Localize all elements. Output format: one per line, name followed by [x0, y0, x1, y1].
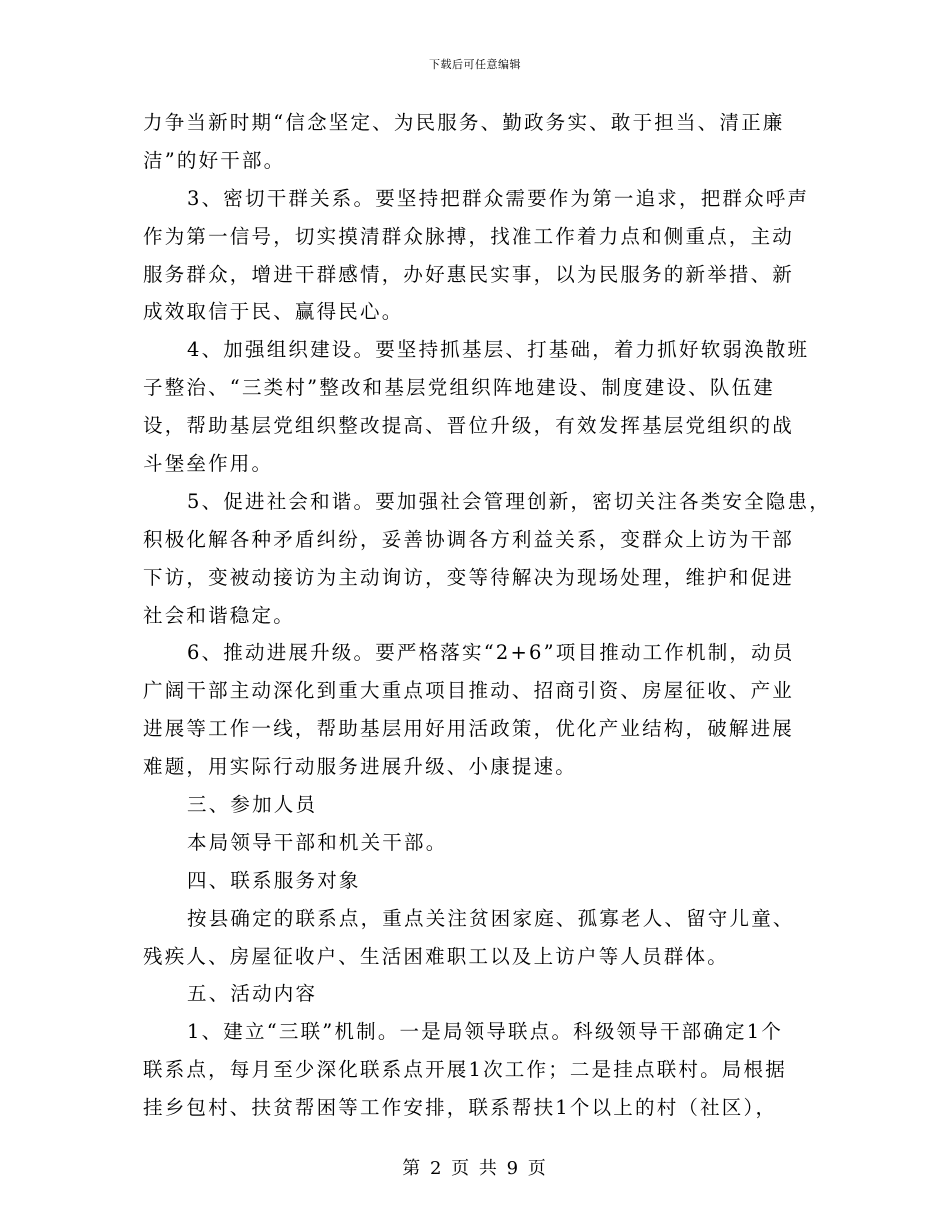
body-line: 进展等工作一线，帮助基层用好用活政策，优化产业结构，破解进展	[143, 717, 795, 741]
body-line: 本局领导干部和机关干部。	[187, 830, 448, 854]
body-line: 联系点，每月至少深化联系点开展1次工作；二是挂点联村。局根据	[143, 1058, 787, 1082]
body-line: 子整治、“三类村”整改和基层党组织阵地建设、制度建设、队伍建	[143, 376, 775, 400]
body-line: 下访，变被动接访为主动询访，变等待解决为现场处理，维护和促进	[143, 565, 795, 589]
body-line: 四、联系服务对象	[187, 868, 361, 892]
body-line: 广阔干部主动深化到重大重点项目推动、招商引资、房屋征收、产业	[143, 679, 795, 703]
body-line: 洁”的好干部。	[143, 148, 286, 172]
body-line: 作为第一信号，切实摸清群众脉搏，找准工作着力点和侧重点，主动	[143, 224, 795, 248]
body-line: 3、密切干群关系。要坚持把群众需要作为第一追求，把群众呼声	[187, 186, 810, 210]
body-line: 难题，用实际行动服务进展升级、小康提速。	[143, 755, 578, 779]
body-line: 5、促进社会和谐。要加强社会管理创新，密切关注各类安全隐患，	[187, 489, 831, 513]
body-line: 三、参加人员	[187, 793, 318, 817]
body-line: 按县确定的联系点，重点关注贫困家庭、孤寡老人、留守儿童、	[187, 906, 795, 930]
body-line: 积极化解各种矛盾纠纷，妥善协调各方利益关系，变群众上访为干部	[143, 527, 795, 551]
body-line: 力争当新时期“信念坚定、为民服务、勤政务实、敢于担当、清正廉	[143, 111, 785, 134]
page-header: 下载后可任意编辑	[429, 58, 521, 71]
body-line: 6、推动进展升级。要严格落实“2+6”项目推动工作机制，动员	[187, 641, 795, 665]
body-line: 残疾人、房屋征收户、生活困难职工以及上访户等人员群体。	[143, 944, 729, 968]
body-line: 五、活动内容	[187, 982, 318, 1006]
body-line: 4、加强组织建设。要坚持抓基层、打基础，着力抓好软弱涣散班	[187, 338, 810, 362]
body-line: 1、建立“三联”机制。一是局领导联点。科级领导干部确定1个	[187, 1020, 784, 1044]
body-line: 设，帮助基层党组织整改提高、晋位升级，有效发挥基层党组织的战	[143, 414, 795, 438]
body-line: 斗堡垒作用。	[143, 452, 274, 476]
document-body	[143, 104, 831, 1127]
body-line: 成效取信于民、赢得民心。	[143, 300, 404, 324]
body-line: 社会和谐稳定。	[143, 603, 295, 627]
body-line: 挂乡包村、扶贫帮困等工作安排，联系帮扶1个以上的村（社区），	[143, 1096, 778, 1120]
body-line: 服务群众，增进干群感情，办好惠民实事，以为民服务的新举措、新	[143, 262, 795, 286]
page-number-footer: 第 2 页 共 9 页	[402, 1158, 548, 1179]
